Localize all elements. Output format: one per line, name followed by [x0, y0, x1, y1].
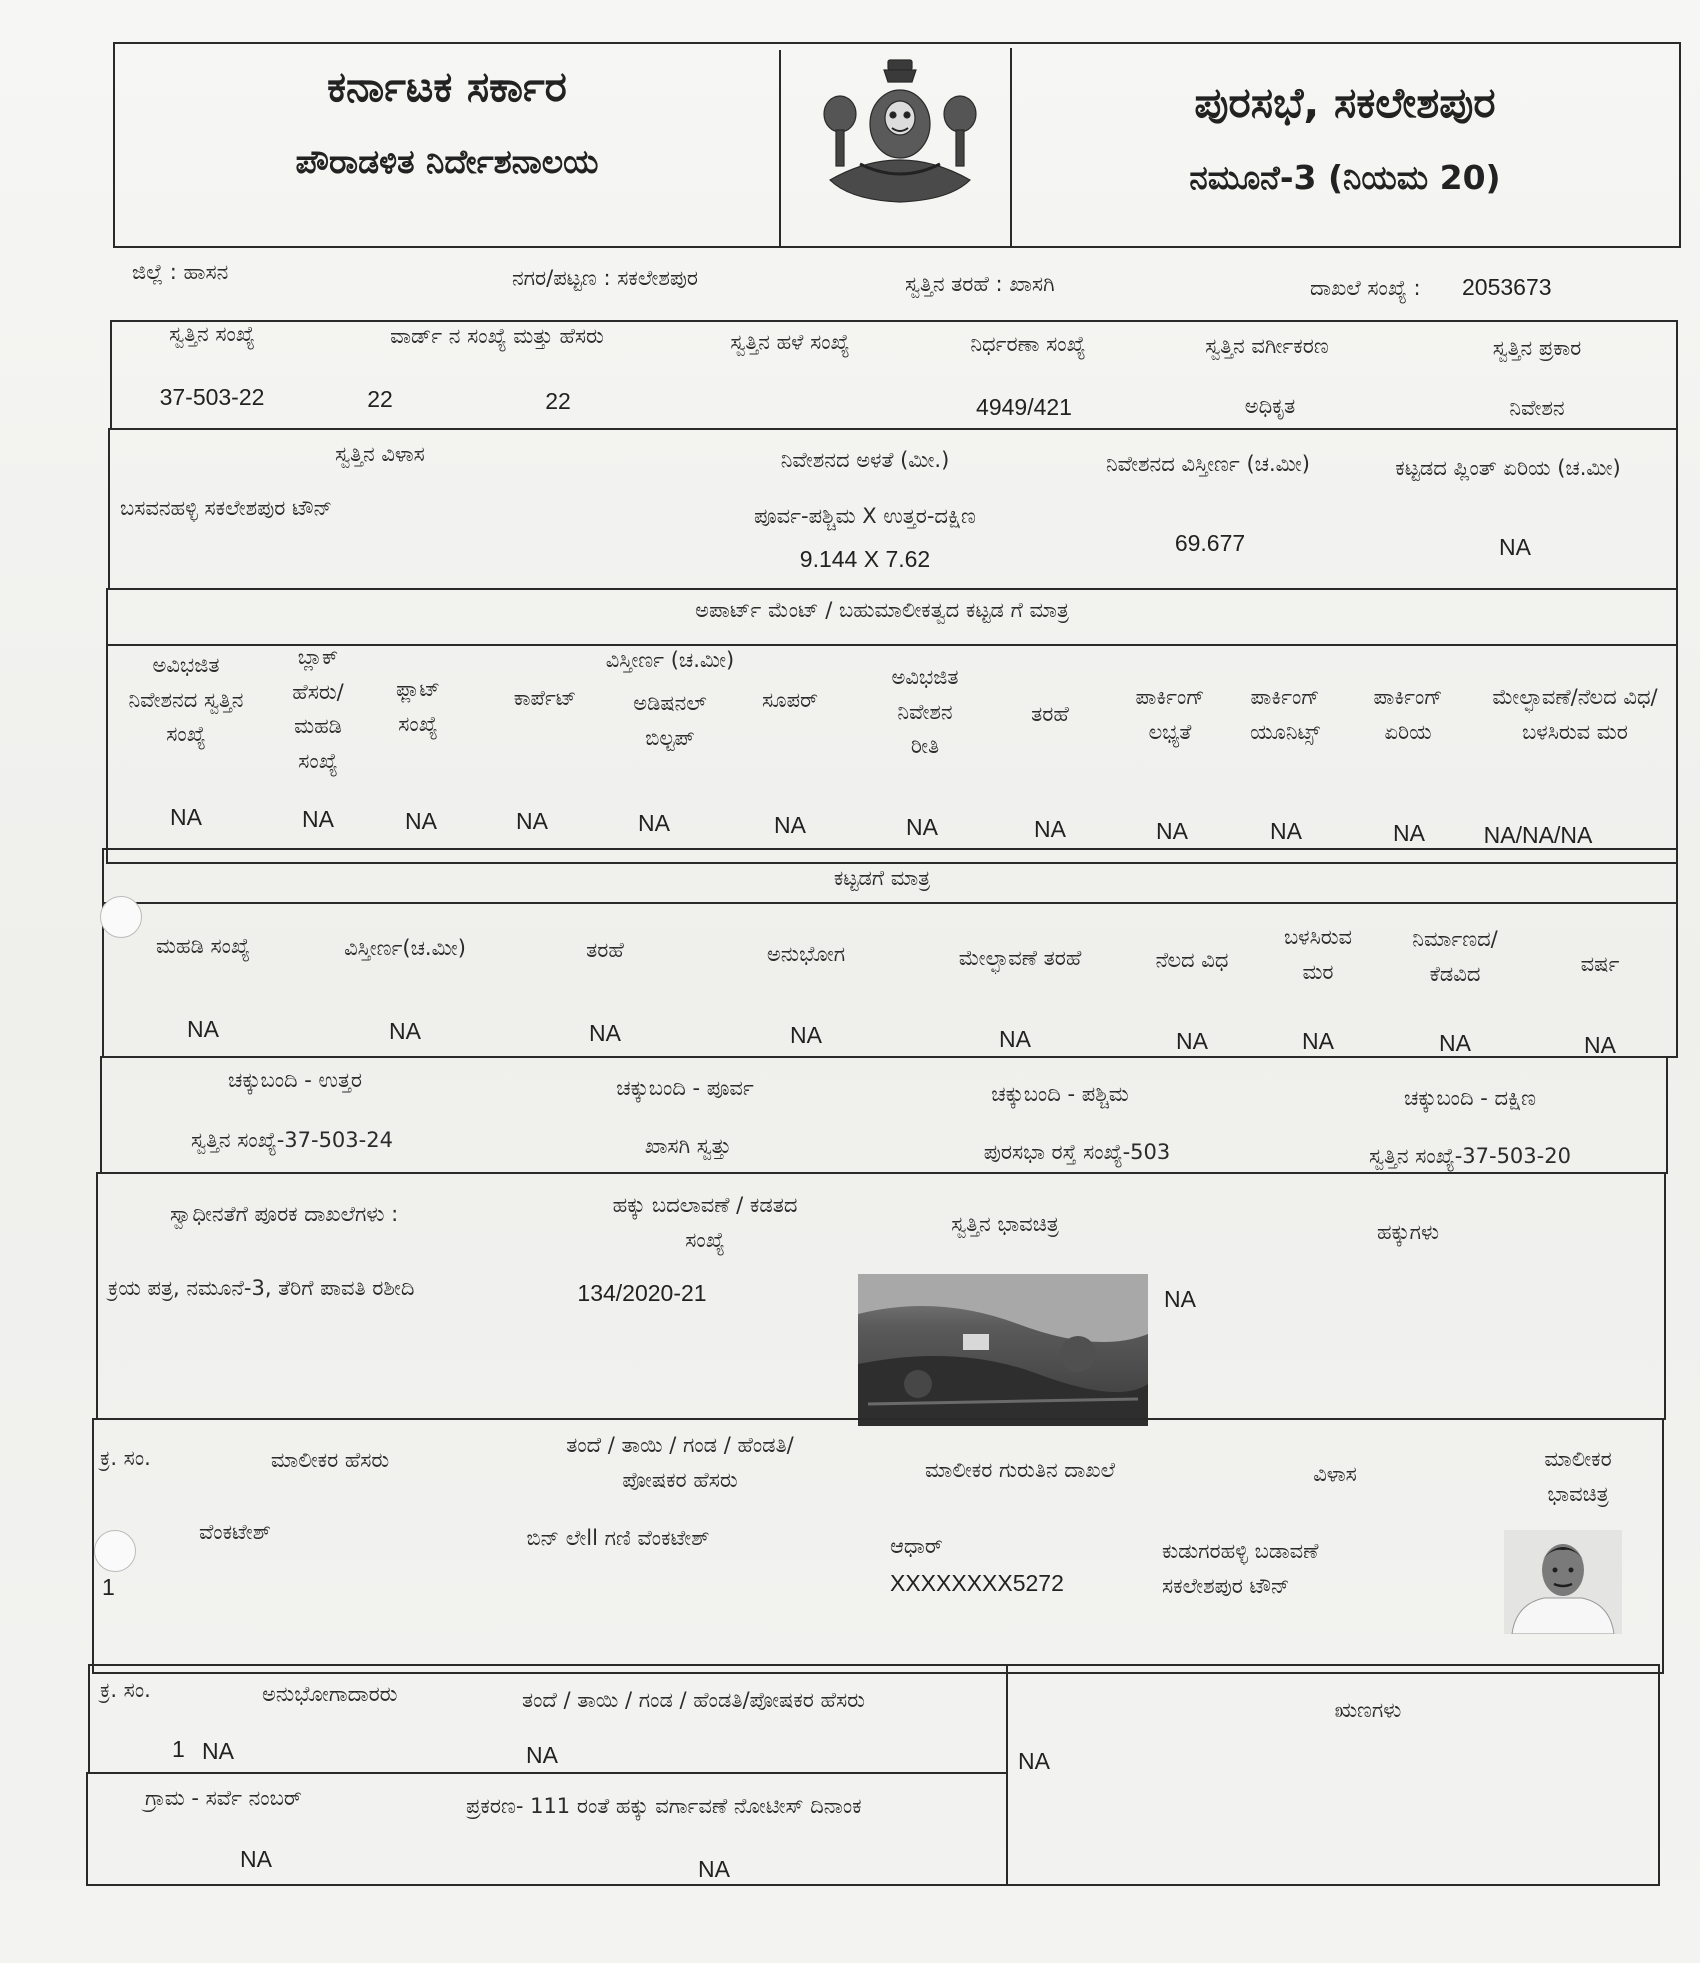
boundary-west-value: ಪುರಸಭಾ ರಸ್ತೆ ಸಂಖ್ಯೆ-503 — [983, 1140, 1171, 1164]
transfer-header: ಹಕ್ಕು ಬದಲಾವಣೆ / ಕಡತದ ಸಂಖ್ಯೆ — [612, 1193, 798, 1252]
occupant-name-value: NA — [202, 1738, 234, 1764]
apt-header-parking-avail: ಪಾರ್ಕಿಂಗ್ ಲಭ್ಯತೆ — [1135, 685, 1205, 744]
punch-hole — [100, 896, 142, 938]
apt-value-super: NA — [774, 812, 806, 838]
apt-value-parent-type: NA — [906, 814, 938, 840]
survey-no-value: NA — [240, 1846, 272, 1872]
bld-header-built: ನಿರ್ಮಾಣದ/ ಕೆಡವಿದ — [1412, 927, 1498, 986]
apartment-title: ಅಪಾರ್ಟ್ ಮೆಂಟ್ / ಬಹುಮಾಲೀಕತ್ವದ ಕಟ್ಟಡ ಗೆ ಮಾತ್ರ — [695, 598, 1069, 622]
occupant-sl-value: 1 — [172, 1736, 185, 1762]
bld-value-usage: NA — [790, 1022, 822, 1048]
owner-address-value: ಕುಡುಗರಹಳ್ಳಿ ಬಡಾವಣೆ ಸಕಲೇಶಪುರ ಟೌನ್ — [1162, 1539, 1319, 1598]
apt-header-parking-area: ಪಾರ್ಕಿಂಗ್ ಏರಿಯ — [1373, 685, 1443, 744]
bld-value-floor-type: NA — [1176, 1028, 1208, 1054]
occupant-sl-header: ಕ್ರ. ಸಂ. — [100, 1678, 151, 1702]
ward-name-value: 22 — [545, 388, 571, 414]
apt-value-parent-no: NA — [170, 804, 202, 830]
bld-value-wood: NA — [1302, 1028, 1334, 1054]
bld-value-year: NA — [1584, 1032, 1616, 1058]
bld-header-year: ವರ್ಷ — [1580, 952, 1620, 976]
apt-value-block: NA — [302, 806, 334, 832]
assessment-value: 4949/421 — [976, 394, 1072, 420]
property-photo-header: ಸ್ವತ್ತಿನ ಭಾವಚಿತ್ರ — [951, 1212, 1059, 1236]
apt-header-additional: ಅಡಿಷನಲ್ ಬಿಲ್ಟಪ್ — [633, 691, 707, 750]
bld-header-kind: ತರಹೆ — [586, 938, 624, 962]
encumbrance-box — [1006, 1664, 1660, 1886]
apt-header-roof: ಮೇಲ್ಛಾವಣೆ/ನೆಲದ ವಿಧ/ಬಳಸಿರುವ ಮರ — [1492, 685, 1658, 744]
apt-value-parking-area: NA — [1393, 820, 1425, 846]
apt-header-parent-type: ಅವಿಭಜಿತ ನಿವೇಶನ ರೀತಿ — [891, 665, 959, 759]
boundary-north-header: ಚಕ್ಕುಬಂದಿ - ಉತ್ತರ — [228, 1068, 362, 1092]
apt-value-carpet: NA — [516, 808, 548, 834]
occupant-relation-value: NA — [526, 1742, 558, 1768]
owner-relation-value: ಬಿನ್ ಲೇll ಗಣಿ ವೆಂಕಟೇಶ್ — [526, 1526, 710, 1550]
dimension-value: 9.144 X 7.62 — [799, 546, 931, 572]
encumbrance-header: ಋಣಗಳು — [1334, 1698, 1402, 1722]
town-field: ನಗರ/ಪಟ್ಟಣ : ಸಕಲೇಶಪುರ — [512, 266, 699, 290]
district-field: ಜಿಲ್ಲೆ : ಹಾಸನ — [132, 260, 229, 284]
apt-value-flat: NA — [405, 808, 437, 834]
bld-header-floor-type: ನೆಲದ ವಿಧ — [1155, 948, 1229, 972]
old-no-header: ಸ್ವತ್ತಿನ ಹಳೆ ಸಂಖ್ಯೆ — [730, 330, 850, 354]
documents-value: ಕ್ರಯ ಪತ್ರ, ನಮೂನೆ-3, ತೆರಿಗೆ ಪಾವತಿ ರಶೀದಿ — [108, 1276, 415, 1300]
occupant-relation-header: ತಂದೆ / ತಾಯಿ / ಗಂಡ / ಹೆಂಡತಿ/ಪೋಷಕರ ಹೆಸರು — [522, 1688, 865, 1712]
owner-photo-header: ಮಾಲೀಕರ ಭಾವಚಿತ್ರ — [1544, 1447, 1612, 1506]
notice-date-value: NA — [698, 1856, 730, 1882]
rights-header: ಹಕ್ಕುಗಳು — [1376, 1220, 1440, 1244]
documents-header: ಸ್ವಾಧೀನತೆಗೆ ಪೂರಕ ದಾಖಲೆಗಳು : — [170, 1202, 399, 1226]
property-kind-field: ಸ್ವತ್ತಿನ ತರಹೆ : ಖಾಸಗಿ — [905, 272, 1055, 296]
owner-address-header: ವಿಳಾಸ — [1313, 1462, 1357, 1486]
boundary-south-header: ಚಕ್ಕುಬಂದಿ - ದಕ್ಷಿಣ — [1403, 1086, 1537, 1110]
record-label: ದಾಖಲೆ ಸಂಖ್ಯೆ : — [1310, 276, 1421, 300]
bld-value-built: NA — [1439, 1030, 1471, 1056]
bld-value-kind: NA — [589, 1020, 621, 1046]
bld-header-wood: ಬಳಸಿರುವ ಮರ — [1283, 925, 1353, 984]
classification-value: ಅಧಿಕೃತ — [1244, 394, 1296, 418]
plinth-header: ಕಟ್ಟಡದ ಪ್ಲಿಂತ್ ಏರಿಯ (ಚ.ಮೀ) — [1395, 456, 1621, 480]
record-number: 2053673 — [1462, 274, 1552, 300]
apt-value-parking-units: NA — [1270, 818, 1302, 844]
building-title: ಕಟ್ಟಡಗೆ ಮಾತ್ರ — [833, 866, 931, 890]
owner-photo — [1504, 1530, 1622, 1634]
plinth-value: NA — [1499, 534, 1531, 560]
site-area-header: ನಿವೇಶನದ ವಿಸ್ತೀರ್ಣ (ಚ.ಮೀ) — [1106, 452, 1310, 476]
address-header: ಸ್ವತ್ತಿನ ವಿಳಾಸ — [335, 442, 425, 466]
prop-kind-header: ಸ್ವತ್ತಿನ ಪ್ರಕಾರ — [1492, 336, 1582, 360]
address-value: ಬಸವನಹಳ್ಳಿ ಸಕಲೇಶಪುರ ಟೌನ್ — [120, 496, 333, 520]
bld-value-floor: NA — [187, 1016, 219, 1042]
apt-value-parking-avail: NA — [1156, 818, 1188, 844]
bld-header-roof: ಮೇಲ್ಛಾವಣೆ ತರಹೆ — [958, 946, 1082, 970]
owner-relation-header: ತಂದೆ / ತಾಯಿ / ಗಂಡ / ಹೆಂಡತಿ/ಪೋಷಕರ ಹೆಸರು — [566, 1433, 794, 1492]
boundary-south-value: ಸ್ವತ್ತಿನ ಸಂಖ್ಯೆ-37-503-20 — [1369, 1144, 1571, 1168]
state-emblem-icon — [800, 52, 1000, 212]
apt-header-parent-no: ಅವಿಭಜಿತ ನಿವೇಶನದ ಸ್ವತ್ತಿನ ಸಂಖ್ಯೆ — [128, 653, 244, 747]
notice-date-header: ಪ್ರಕರಣ- 111 ರಂತೆ ಹಕ್ಕು ವರ್ಗಾವಣೆ ನೋಟೀಸ್ ದಿನಾಂಕ — [466, 1794, 862, 1818]
apt-header-flat: ಫ್ಲಾಟ್ ಸಂಖ್ಯೆ — [396, 677, 440, 736]
bld-value-roof: NA — [999, 1026, 1031, 1052]
owner-name-value: ವೆಂಕಟೇಶ್ — [198, 1520, 272, 1544]
dimension-subheader: ಪೂರ್ವ-ಪಶ್ಚಿಮ X ಉತ್ತರ-ದಕ್ಷಿಣ — [754, 504, 976, 528]
encumbrance-value: NA — [1018, 1748, 1050, 1774]
property-box — [110, 320, 1678, 430]
bld-value-area: NA — [389, 1018, 421, 1044]
apt-header-parking-units: ಪಾರ್ಕಿಂಗ್ ಯೂನಿಟ್ಸ್ — [1249, 685, 1321, 744]
boundary-north-value: ಸ್ವತ್ತಿನ ಸಂಖ್ಯೆ-37-503-24 — [191, 1128, 393, 1152]
bld-header-usage: ಅನುಭೋಗ — [766, 942, 846, 966]
rights-value: NA — [1164, 1286, 1196, 1312]
apartment-area-group: ವಿಸ್ತೀರ್ಣ (ಚ.ಮೀ) — [605, 648, 735, 672]
apt-value-kind: NA — [1034, 816, 1066, 842]
owner-id-value: XXXXXXXX5272 — [890, 1570, 1064, 1596]
govt-title: ಕರ್ನಾಟಕ ಸರ್ಕಾರ — [327, 62, 567, 111]
ward-no-value: 22 — [367, 386, 393, 412]
apt-value-roof: NA/NA/NA — [1483, 822, 1593, 848]
owner-id-type: ಆಧಾರ್ — [890, 1534, 943, 1558]
property-photo — [858, 1274, 1148, 1426]
prop-no-value: 37-503-22 — [159, 384, 265, 410]
assessment-header: ನಿರ್ಧರಣಾ ಸಂಖ್ಯೆ — [970, 332, 1086, 356]
classification-header: ಸ್ವತ್ತಿನ ವರ್ಗೀಕರಣ — [1205, 334, 1329, 358]
boundary-west-header: ಚಕ್ಕುಬಂದಿ - ಪಶ್ಚಿಮ — [991, 1082, 1129, 1106]
prop-no-header: ಸ್ವತ್ತಿನ ಸಂಖ್ಯೆ — [169, 322, 255, 346]
boundary-east-value: ಖಾಸಗಿ ಸ್ವತ್ತು — [644, 1134, 732, 1158]
dimension-header: ನಿವೇಶನದ ಅಳತೆ (ಮೀ.) — [780, 448, 950, 472]
owner-id-header: ಮಾಲೀಕರ ಗುರುತಿನ ದಾಖಲೆ — [924, 1458, 1116, 1482]
survey-no-header: ಗ್ರಾಮ - ಸರ್ವೆ ನಂಬರ್ — [145, 1786, 302, 1810]
apt-header-kind: ತರಹೆ — [1031, 702, 1069, 726]
apt-header-block: ಬ್ಲಾಕ್ ಹೆಸರು/ ಮಹಡಿ ಸಂಖ್ಯೆ — [292, 645, 344, 773]
prop-kind-value: ನಿವೇಶನ — [1509, 396, 1565, 420]
punch-hole — [94, 1530, 136, 1572]
owner-sl-header: ಕ್ರ. ಸಂ. — [100, 1446, 151, 1470]
apt-header-super: ಸೂಪರ್ — [762, 688, 818, 712]
form-title: ನಮೂನೆ-3 (ನಿಯಮ 20) — [1189, 158, 1501, 197]
owner-sl-value: 1 — [102, 1574, 115, 1600]
apt-header-carpet: ಕಾರ್ಪೆಟ್ — [513, 686, 577, 710]
ward-header: ವಾರ್ಡ್ ನ ಸಂಖ್ಯೆ ಮತ್ತು ಹೆಸರು — [390, 324, 604, 348]
occupant-name-header: ಅನುಭೋಗಾದಾರರು — [262, 1682, 398, 1706]
apt-value-additional: NA — [638, 810, 670, 836]
directorate-title: ಪೌರಾಡಳಿತ ನಿರ್ದೇಶನಾಲಯ — [295, 142, 599, 181]
bld-header-floor: ಮಹಡಿ ಸಂಖ್ಯೆ — [156, 934, 250, 958]
bld-header-area: ವಿಸ್ತೀರ್ಣ(ಚ.ಮೀ) — [344, 936, 466, 960]
owner-name-header: ಮಾಲೀಕರ ಹೆಸರು — [270, 1448, 390, 1472]
transfer-value: 134/2020-21 — [577, 1280, 707, 1306]
municipality-title: ಪುರಸಭೆ, ಸಕಲೇಶಪುರ — [1194, 78, 1496, 127]
site-area-value: 69.677 — [1174, 530, 1246, 556]
boundary-east-header: ಚಕ್ಕುಬಂದಿ - ಪೂರ್ವ — [616, 1076, 754, 1100]
